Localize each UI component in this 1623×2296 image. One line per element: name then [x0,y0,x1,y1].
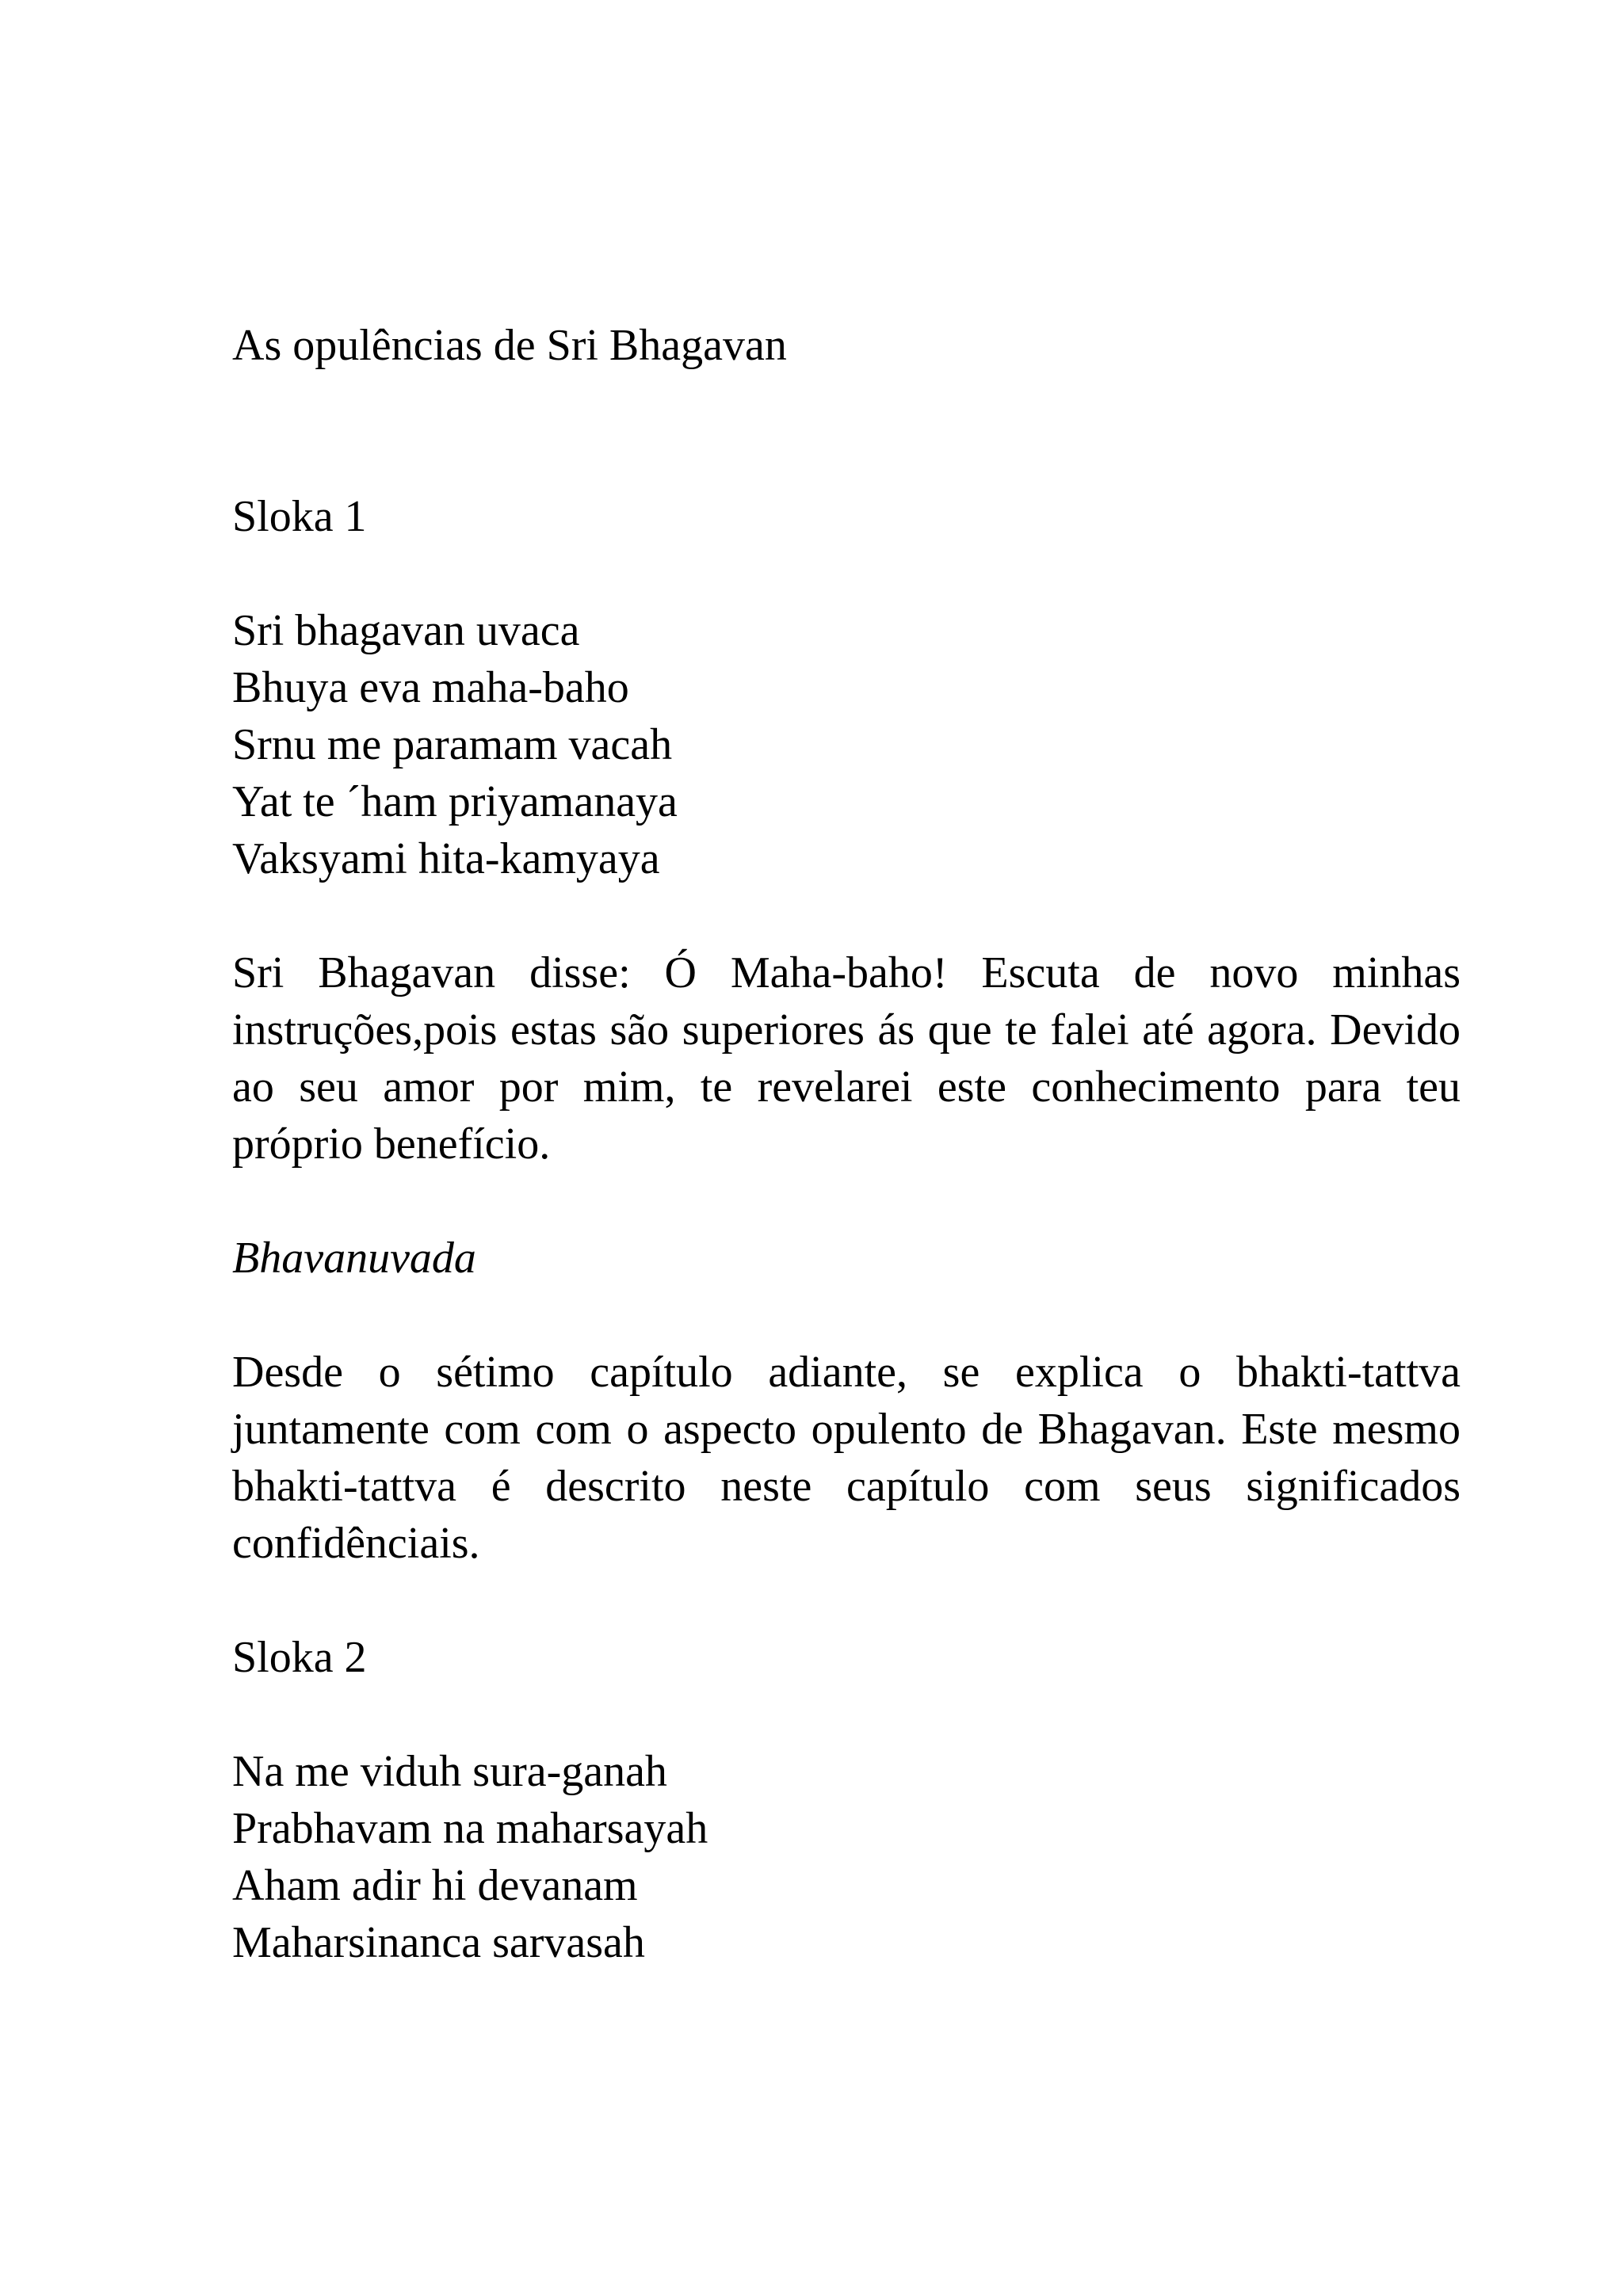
sloka-1-heading: Sloka 1 [232,492,367,541]
spacer [232,887,1461,944]
verse-line: Sri bhagavan uvaca [232,606,580,655]
sloka-1-verse [232,602,1461,887]
document-title: As opulências de Sri Bhagavan [232,321,787,370]
verse-line: Aham adir hi devanam [232,1861,638,1910]
spacer [232,1686,1461,1743]
spacer [232,1572,1461,1629]
commentary-heading: Bhavanuvada [232,1234,476,1283]
spacer [232,1173,1461,1230]
document-page [232,317,1461,1971]
verse-line: Na me viduh sura-ganah [232,1747,667,1796]
sloka-1-translation: Sri Bhagavan disse: Ó Maha-baho! Escuta de novo minhas instruções,pois estas são superiores ás que te falei até agora. Devido ao seu amor por mim, te revelarei este conhecimento para teu próprio benefício. [232,948,1461,1169]
commentary-text: Desde o sétimo capítulo adiante, se explica o bhakti-tattva juntamente com com o aspecto opulento de Bhagavan. Este mesmo bhakti-tattva é descrito neste capítulo com seus significados confidênciais. [232,1348,1461,1568]
verse-line: Bhuya eva maha-baho [232,663,629,712]
spacer [232,1287,1461,1344]
verse-line: Srnu me paramam vacah [232,720,673,769]
sloka-2-heading: Sloka 2 [232,1633,367,1682]
spacer [232,545,1461,602]
verse-line: Maharsinanca sarvasah [232,1918,645,1967]
verse-line: Vaksyami hita-kamyaya [232,834,660,883]
verse-line: Prabhavam na maharsayah [232,1804,708,1853]
spacer [232,374,1461,488]
sloka-2-verse [232,1743,1461,1971]
verse-line: Yat te ´ham priyamanaya [232,777,678,826]
